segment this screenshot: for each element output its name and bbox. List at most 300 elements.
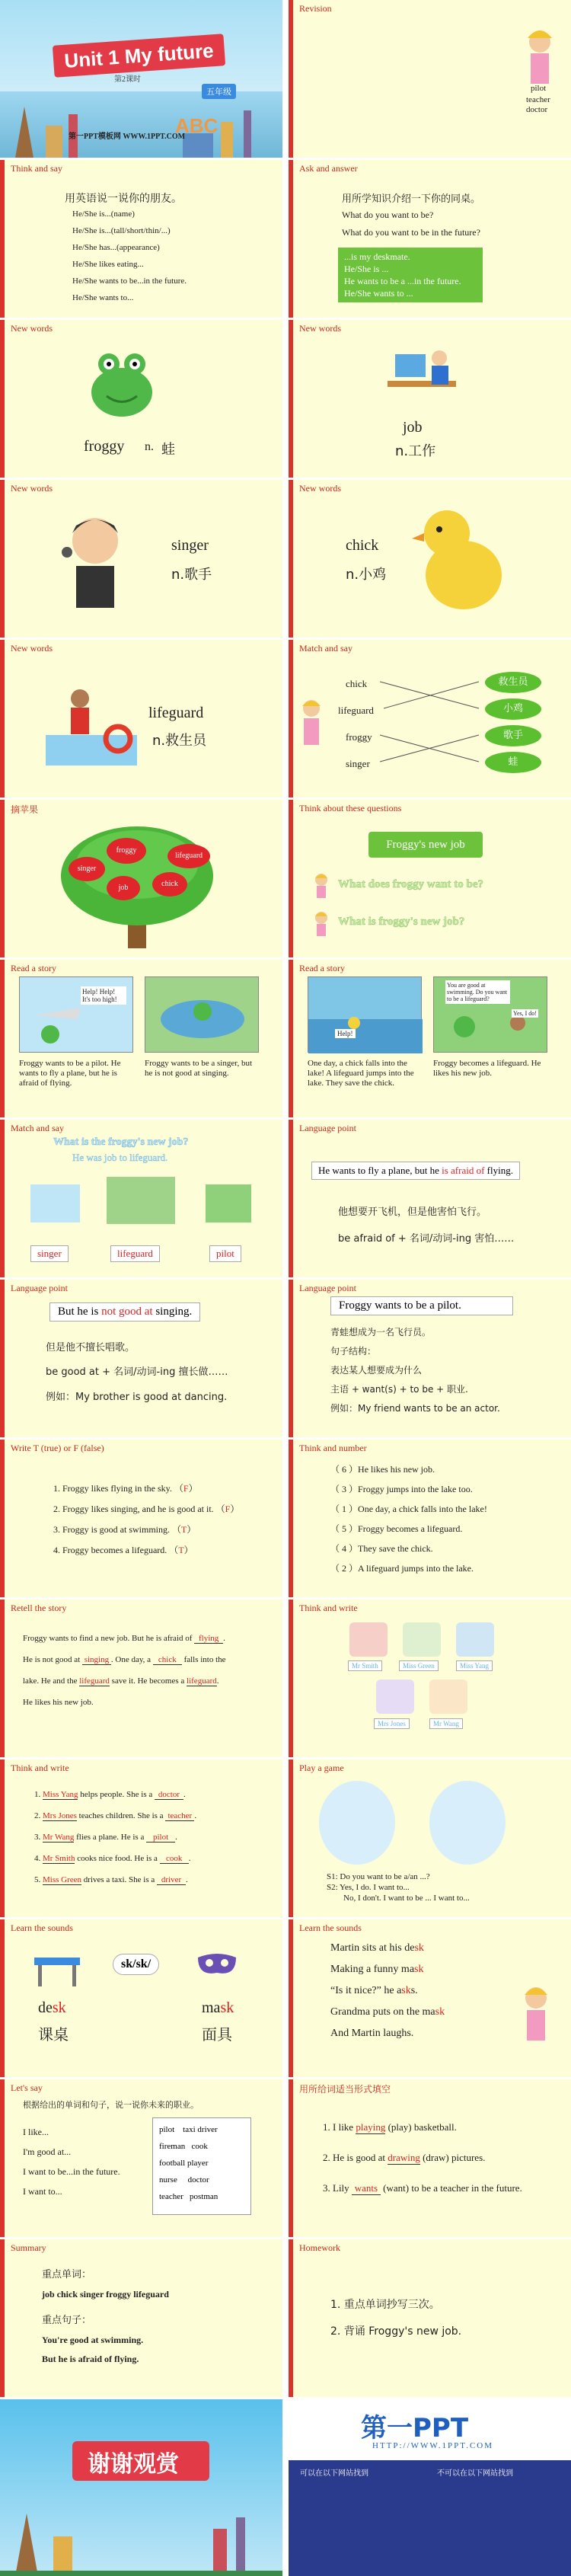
blank[interactable]: wants (352, 2182, 381, 2195)
blank-name[interactable]: Mrs Jones (43, 1811, 77, 1820)
question-1: What does froggy want to be? (338, 878, 483, 890)
lets-say-slide[interactable] (0, 2079, 282, 2237)
caption-2: Froggy wants to be a singer, but he is not good at singing. (145, 1059, 253, 1078)
sound-highlight: sk (414, 1964, 424, 1975)
slide-bar (289, 1120, 293, 1277)
item-text: teaches children. She is a (76, 1811, 166, 1820)
order-text: Froggy jumps into the lake too. (358, 1484, 473, 1494)
question-2: What is froggy's new job? (338, 916, 465, 928)
blank-name[interactable]: Mr Wang (43, 1833, 75, 1842)
mask-icon (194, 1950, 240, 1984)
blank-job[interactable]: teacher (165, 1811, 194, 1821)
apple-2[interactable]: singer (69, 857, 105, 881)
sentence-part: He wants to fly a plane, but he (318, 1165, 442, 1176)
retell-slide[interactable] (0, 1600, 282, 1757)
item-number: 1. (34, 1790, 41, 1799)
name-label-4: Mrs Jones (374, 1718, 410, 1729)
text-part: 1. I like (323, 2121, 356, 2133)
question-1: What do you want to be? (342, 209, 434, 220)
write-item-5: 5. Miss Green drives a taxi. She is a driver . (34, 1875, 188, 1884)
right-word-1[interactable]: 救生员 (485, 672, 541, 693)
retell-line-1 (23, 1634, 225, 1644)
apple-5[interactable]: lifeguard (167, 844, 210, 868)
item-number: 2. (34, 1811, 41, 1820)
word-bank-item[interactable]: pilot (159, 2125, 175, 2134)
word-meaning: n.工作 (395, 443, 436, 459)
word: singer (171, 537, 209, 554)
word-bank-row (159, 2121, 244, 2138)
tf-item-2: 2. Froggy likes singing, and he is good at it. （F） (53, 1504, 240, 1514)
key-words-label: 重点单词： (42, 2269, 92, 2280)
line-3: He/She has...(appearance) (72, 243, 160, 252)
lifeguard-image (46, 682, 137, 769)
girl-image (517, 1984, 555, 2057)
slide-bar (0, 1280, 5, 1437)
retell-line-4: He likes his new job. (23, 1698, 94, 1707)
desk-icon (30, 1950, 84, 1992)
slide-bar (0, 800, 5, 957)
item-number: 4. (34, 1854, 41, 1863)
line-4: 主语 + want(s) + to be + 职业. (330, 1384, 468, 1395)
frog-image (80, 343, 164, 430)
grammar-rule: be afraid of + 名词/动词-ing 害怕…… (338, 1233, 515, 1245)
homework-2: 2. 背诵 Froggy's new job. (330, 2325, 462, 2338)
name-label-5: Mr Wang (429, 1718, 463, 1729)
text-part: s. (410, 1985, 418, 1996)
order-text: They save the chick. (358, 1543, 433, 1554)
word-bank-item[interactable]: nurse (159, 2175, 177, 2184)
brand-url[interactable]: HTTP://WWW.1PPT.COM (372, 2441, 494, 2450)
new-word-chick-slide[interactable] (289, 480, 571, 638)
example: 例如：My brother is good at dancing. (46, 1392, 228, 1403)
slide-bar (289, 2079, 293, 2237)
key-sentence-2: But he is afraid of flying. (42, 2354, 139, 2364)
slide-bar (289, 1919, 293, 2077)
order-item-5: （ 4 ）They save the chick. (330, 1543, 433, 1554)
lifeguard-picture (107, 1177, 175, 1224)
answer-line-2: He/She is ... (344, 264, 389, 274)
word-doctor: doctor (526, 105, 548, 114)
story-picture-3 (308, 976, 422, 1053)
sound-highlight: sk (401, 1985, 411, 1996)
line-1: He/She is...(name) (72, 209, 135, 219)
slide-header: Language point (299, 1123, 356, 1133)
abc-letters: ABC (175, 114, 219, 137)
order-number[interactable]: 5 (342, 1523, 347, 1534)
office-worker-image (380, 339, 464, 415)
story-picture-2 (145, 976, 259, 1053)
prompt-2: I'm good at... (23, 2146, 72, 2157)
slide-header: New words (299, 323, 341, 334)
left-word-2[interactable]: lifeguard (338, 705, 374, 716)
text-part: falls into the (181, 1655, 226, 1664)
match-lines (380, 674, 486, 773)
sound-highlight: sk (52, 1999, 66, 2016)
translation: 但是他不擅长唱歌。 (46, 1342, 136, 1354)
slide-bar (289, 1280, 293, 1437)
questions-slide[interactable] (289, 800, 571, 957)
girl-image (296, 697, 327, 762)
label-lifeguard[interactable]: lifeguard (110, 1245, 160, 1262)
right-word-2[interactable]: 小鸡 (485, 698, 541, 720)
think-say-slide[interactable] (0, 160, 282, 318)
slide-bar (0, 2239, 5, 2397)
word-desk: desk (38, 1999, 66, 2016)
sound-highlight: sk (414, 1942, 424, 1954)
item-number: 5. (34, 1875, 41, 1884)
speech-bubble: Help! Help! It's too high! (81, 986, 126, 1005)
play-game-slide[interactable] (289, 1759, 571, 1917)
apple-4[interactable]: chick (152, 872, 187, 896)
slide-header: 摘苹果 (11, 804, 39, 815)
blank[interactable]: playing (356, 2121, 386, 2133)
word-bank-item[interactable]: postman (190, 2192, 219, 2201)
line-5: He/She wants to be...in the future. (72, 276, 187, 286)
slide-bar (289, 480, 293, 638)
key-sentence-1: You're good at swimming. (42, 2335, 144, 2345)
dialog-line-2: S2: Yes, I do. I want to... (327, 1883, 410, 1892)
grammar-rule: be good at + 名词/动词-ing 擅长做…… (46, 1366, 228, 1378)
story-picture-1 (19, 976, 133, 1053)
word-bank-row (159, 2155, 244, 2172)
write-item-1: 1. Miss Yang helps people. She is a doctor . (34, 1790, 186, 1799)
cover-title: Unit 1 My future (53, 34, 225, 78)
slide-header: Revision (299, 3, 332, 14)
girl-icon (311, 872, 331, 902)
blank-job[interactable]: doctor (155, 1790, 183, 1800)
slide-header: Ask and answer (299, 163, 358, 174)
right-title: 不可以在以下网站找到 (437, 2469, 513, 2478)
speech-question: You are good at swimming. Do you want to be a lifeguard? (445, 980, 510, 1004)
chant-line-5: And Martin laughs. (330, 2028, 414, 2039)
order-item-6: （ 2 ）A lifeguard jumps into the lake. (330, 1563, 474, 1574)
right-word-3[interactable]: 歌手 (485, 725, 541, 746)
question: What is the froggy's new job? (53, 1136, 189, 1148)
word-bank-item[interactable]: cook (191, 2142, 208, 2151)
blank-name[interactable]: Mr Smith (43, 1854, 75, 1863)
answer-box (338, 248, 483, 302)
slide-header: New words (11, 643, 53, 654)
chant-line-4 (330, 2006, 445, 2018)
person-picture-3 (456, 1622, 494, 1657)
story-slide-1[interactable] (0, 960, 282, 1117)
slide-header: Read a story (11, 963, 56, 973)
order-number[interactable]: 4 (342, 1543, 347, 1554)
speech-help: Help! (335, 1029, 356, 1038)
order-text: Froggy becomes a lifeguard. (358, 1523, 463, 1534)
thanks-slide[interactable] (0, 2399, 282, 2576)
slide-header: Match and say (299, 643, 352, 654)
cover-subtitle: 第2课时 (114, 75, 141, 84)
word-bank-item[interactable]: football player (159, 2159, 209, 2168)
text-part: (draw) pictures. (419, 2152, 486, 2163)
true-false-slide[interactable] (0, 1440, 282, 1597)
landmarks-icon (0, 2498, 282, 2576)
answer-line-1: ...is my deskmate. (344, 251, 410, 262)
slide-title: 根据给出的单词和句子，说一说你未来的职业。 (23, 2100, 199, 2110)
slide-bar (0, 1440, 5, 1597)
text-part: Froggy wants to find a new job. But he is afraid of (23, 1634, 195, 1643)
line-1: 青蛙想成为一名飞行员。 (330, 1327, 432, 1338)
word-bank (152, 2117, 251, 2215)
story-picture-4 (433, 976, 547, 1053)
tf-answer[interactable]: T (181, 1524, 187, 1535)
highlight-phrase: not good at (101, 1306, 153, 1318)
text-part: Martin sits at his de (330, 1942, 415, 1954)
slide-header: New words (11, 323, 53, 334)
slide-header: Language point (11, 1283, 68, 1293)
brand-text: 第一PPT模板网 WWW.1PPT.COM (69, 133, 186, 141)
word-bank-item[interactable]: taxi driver (183, 2125, 218, 2134)
retell-line-2 (23, 1655, 226, 1665)
think-write-slide-1[interactable] (289, 1600, 571, 1757)
text-part: . (223, 1634, 225, 1643)
text-part: 2. He is good at (323, 2152, 388, 2163)
translation: 他想要开飞机，但是他害怕飞行。 (338, 1207, 487, 1218)
text-part: (play) basketball. (385, 2121, 457, 2133)
blank[interactable]: lifeguard (187, 1676, 217, 1686)
write-item-4: 4. Mr Smith cooks nice food. He is a cook . (34, 1854, 191, 1863)
slide-header: 用所给词适当形式填空 (299, 2084, 391, 2095)
slide-header: Summary (11, 2242, 46, 2253)
slide-header: Think and write (11, 1763, 69, 1773)
line-5: 例如：My friend wants to be an actor. (330, 1403, 500, 1414)
order-item-1: （ 6 ）He likes his new job. (330, 1464, 435, 1475)
order-number[interactable]: 3 (342, 1484, 347, 1494)
pilot-picture (30, 1184, 80, 1222)
word-bank-item[interactable]: fireman (159, 2142, 186, 2151)
order-number[interactable]: 2 (342, 1563, 347, 1574)
slide-bar (289, 960, 293, 1117)
ask-answer-slide[interactable] (289, 160, 571, 318)
slide-bar (289, 160, 293, 318)
blank[interactable]: drawing (388, 2152, 420, 2163)
word: lifeguard (148, 705, 204, 721)
item-text: helps people. She is a (78, 1790, 155, 1799)
word-teacher: teacher (526, 95, 550, 104)
name-label-3: Miss Yang (456, 1660, 493, 1671)
text-part: “Is it nice?” he a (330, 1985, 402, 1996)
slide-bar (289, 2239, 293, 2397)
prompt-3: I want to be...in the future. (23, 2166, 120, 2177)
language-point-slide-3[interactable] (289, 1280, 571, 1437)
meaning-desk: 课桌 (38, 2025, 69, 2044)
new-word-lifeguard-slide[interactable] (0, 640, 282, 797)
word-meaning: n.救生员 (152, 733, 207, 749)
caption-4: Froggy becomes a lifeguard. He likes his new job. (433, 1059, 541, 1078)
order-number[interactable]: 1 (342, 1504, 347, 1514)
blank-job[interactable]: cook (160, 1854, 189, 1864)
slide-header: Learn the sounds (11, 1922, 73, 1933)
answer-line-4: He/She wants to ... (344, 288, 413, 299)
text-part: . (216, 1676, 219, 1686)
blank[interactable]: lifeguard (79, 1676, 110, 1686)
cover-slide[interactable] (0, 0, 282, 158)
order-text: One day, a chick falls into the lake! (358, 1504, 487, 1514)
slide-bar (0, 160, 5, 318)
caption-3: One day, a chick falls into the lake! A lifeguard jumps into the lake. They save the chick. (308, 1059, 414, 1088)
word: job (403, 419, 423, 436)
slide-bar (0, 320, 5, 478)
item-text: flies a plane. He is a (74, 1833, 147, 1842)
girl-icon (311, 910, 331, 940)
sound-bubble: sk/sk/ (113, 1954, 159, 1975)
word-bank-row (159, 2172, 244, 2188)
label-singer[interactable]: singer (30, 1245, 69, 1262)
retell-line-3 (23, 1676, 219, 1686)
left-word-1[interactable]: chick (346, 678, 368, 689)
think-write-slide-2[interactable] (0, 1759, 282, 1917)
right-word-4[interactable]: 蛙 (485, 752, 541, 773)
slide-bar (0, 1600, 5, 1757)
write-item-3: 3. Mr Wang flies a plane. He is a pilot . (34, 1833, 177, 1842)
language-point-slide-1[interactable] (289, 1120, 571, 1277)
slide-bar (0, 1120, 5, 1277)
word-meaning: n.歌手 (171, 567, 212, 583)
language-point-slide-2[interactable] (0, 1280, 282, 1437)
tf-question: 1. Froggy likes flying in the sky. (53, 1483, 172, 1494)
tf-answer[interactable]: T (178, 1545, 184, 1555)
landmarks-icon (0, 91, 282, 158)
item-text: cooks nice food. He is a (75, 1854, 160, 1863)
story-slide-2[interactable] (289, 960, 571, 1117)
slide-header: Read a story (299, 963, 345, 973)
text-part: save it. He becomes a (109, 1676, 187, 1686)
kids-picture-2 (429, 1781, 506, 1865)
item-text: drives a taxi. She is a (81, 1875, 158, 1884)
sentence-part: singing. (152, 1306, 193, 1318)
tf-item-1: 1. Froggy likes flying in the sky. （F） (53, 1483, 198, 1494)
new-word-job-slide[interactable] (289, 320, 571, 478)
homework-1: 1. 重点单词抄写三次。 (330, 2299, 440, 2311)
prompt-1: I like... (23, 2127, 49, 2137)
left-word-3[interactable]: froggy (346, 731, 372, 743)
order-number[interactable]: 6 (342, 1464, 347, 1475)
slide-bar (0, 1759, 5, 1917)
write-item-2: 2. Mrs Jones teaches children. She is a teacher . (34, 1811, 197, 1820)
line-2: 句子结构： (330, 1346, 377, 1357)
slide-bar (0, 960, 5, 1117)
match-say-slide[interactable] (289, 640, 571, 797)
blank[interactable]: singing (82, 1655, 111, 1665)
slide-header: Write T (true) or F (false) (11, 1443, 104, 1453)
example-sentence (49, 1302, 200, 1322)
example-sentence: Froggy wants to be a pilot. (330, 1296, 513, 1315)
apple-3[interactable]: job (107, 876, 140, 900)
sentence-part: But he is (58, 1306, 102, 1318)
person-picture-2 (403, 1622, 441, 1657)
brand-logo: 第一PPT (361, 2413, 469, 2443)
fill-item-3 (323, 2182, 522, 2195)
slide-header: Retell the story (11, 1603, 67, 1613)
text-part: Grandma puts on the ma (330, 2006, 435, 2018)
answer-line-3: He wants to be a ...in the future. (344, 276, 461, 286)
left-word-4[interactable]: singer (346, 758, 370, 769)
slide-bar (289, 0, 293, 158)
new-word-singer-slide[interactable] (0, 480, 282, 638)
apple-1[interactable]: froggy (107, 838, 146, 864)
chant-line-3 (330, 1985, 418, 1997)
tf-question: 4. Froggy becomes a lifeguard. (53, 1545, 167, 1555)
slide-header: Think about these questions (299, 803, 402, 813)
tf-answer[interactable]: F (183, 1483, 189, 1494)
fill-blank-slide[interactable] (289, 2079, 571, 2237)
word-mask: mask (202, 1999, 234, 2016)
caption-1: Froggy wants to be a pilot. He wants to fly a plane, but he is afraid of flying. (19, 1059, 121, 1088)
sound-highlight: sk (435, 2006, 445, 2018)
label-pilot[interactable]: pilot (209, 1245, 241, 1262)
blank-job[interactable]: driver (157, 1875, 186, 1885)
kids-picture-1 (319, 1781, 395, 1865)
revision-slide[interactable] (289, 0, 571, 158)
think-number-slide[interactable] (289, 1440, 571, 1597)
learn-sounds-slide-2[interactable] (289, 1919, 571, 2077)
city-skyline-image (0, 91, 282, 158)
line-6: He/She wants to... (72, 293, 134, 302)
text-part: . One day, a (110, 1655, 153, 1664)
slide-bar (289, 640, 293, 797)
order-item-4: （ 5 ）Froggy becomes a lifeguard. (330, 1523, 463, 1534)
text-part: 3. Lily (323, 2182, 352, 2194)
line-4: He/She likes eating... (72, 260, 144, 269)
blank[interactable]: flying (194, 1634, 223, 1644)
slide-header: Play a game (299, 1763, 344, 1773)
tf-question: 2. Froggy likes singing, and he is good at it. (53, 1504, 214, 1514)
brand-slide[interactable] (289, 2399, 571, 2576)
tf-item-4: 4. Froggy becomes a lifeguard. （T） (53, 1545, 193, 1555)
word-meaning: 蛙 (161, 442, 175, 458)
blank[interactable]: chick (153, 1655, 182, 1665)
question-2: What do you want to be in the future? (342, 227, 480, 238)
answer: He was job to lifeguard. (72, 1152, 168, 1163)
line-3: 表达某人想要成为什么 (330, 1365, 423, 1376)
text-part: Making a funny ma (330, 1964, 415, 1975)
homework-slide[interactable] (289, 2239, 571, 2397)
dialog-line-3: No, I don't. I want to be ... I want to... (343, 1894, 470, 1903)
slide-header: Learn the sounds (299, 1922, 362, 1933)
tf-answer[interactable]: F (225, 1504, 231, 1514)
item-number: 3. (34, 1833, 41, 1842)
thanks-text: 谢谢观赏 (88, 2451, 179, 2478)
slide-header: Match and say (11, 1123, 64, 1133)
order-text: A lifeguard jumps into the lake. (358, 1563, 474, 1574)
highlight-phrase: is afraid of (442, 1165, 485, 1176)
person-picture-5 (429, 1680, 467, 1714)
blank-name[interactable]: Miss Yang (43, 1790, 78, 1799)
word: chick (346, 537, 379, 554)
blank-job[interactable]: pilot (146, 1833, 175, 1843)
new-word-froggy-slide[interactable] (0, 320, 282, 478)
person-picture-1 (349, 1622, 388, 1657)
slide-header: Think and number (299, 1443, 367, 1453)
match-say-slide-2[interactable] (0, 1120, 282, 1277)
slide-header: Think and say (11, 163, 62, 174)
word-bank-item[interactable]: doctor (187, 2175, 209, 2184)
slide-title: 用英语说一说你的朋友。 (65, 193, 182, 205)
slide-bar (289, 1600, 293, 1757)
summary-slide[interactable] (0, 2239, 282, 2397)
slide-bar (0, 480, 5, 638)
slide-bar (289, 1440, 293, 1597)
sentence-part: flying. (484, 1165, 513, 1176)
slide-bar (0, 2079, 5, 2237)
apple-tree-slide[interactable] (0, 800, 282, 957)
blank-name[interactable]: Miss Green (43, 1875, 82, 1884)
slide-header: New words (11, 483, 53, 494)
word-bank-item[interactable]: teacher (159, 2192, 183, 2201)
learn-sounds-slide-1[interactable] (0, 1919, 282, 2077)
sound-highlight: sk (220, 1999, 234, 2016)
